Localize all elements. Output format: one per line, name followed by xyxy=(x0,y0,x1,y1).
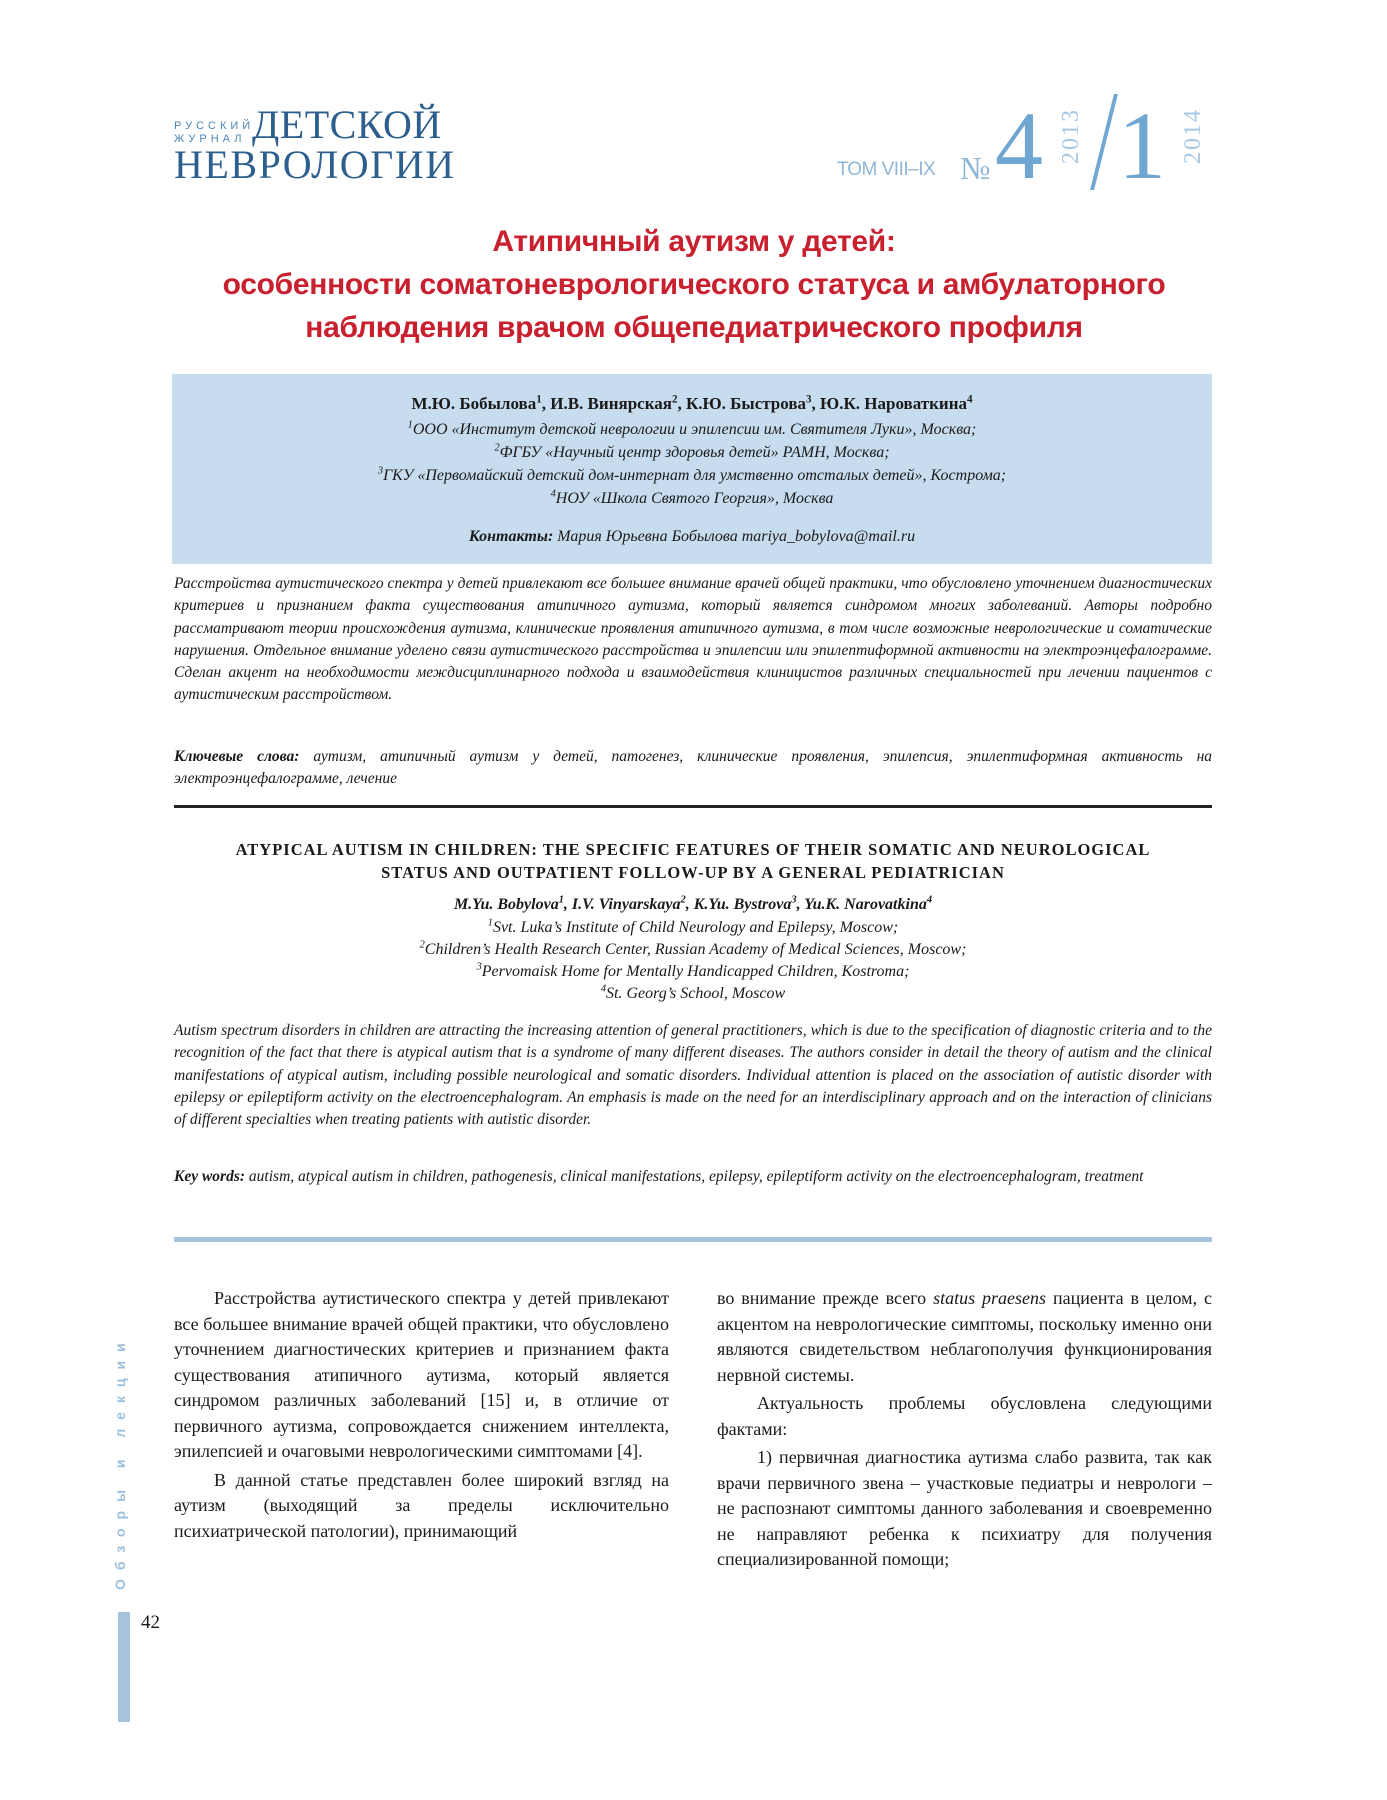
affiliation-en-2: $^2$Children’s Health Research Center, Russian Academy of Medical Sciences, Moscow; xyxy=(419,939,967,958)
contacts: Контакты: Мария Юрьевна Бобылова mariya_bobylova@mail.ru xyxy=(468,528,916,545)
page-number: 42 xyxy=(141,1612,160,1633)
issue-number-1: 4 xyxy=(995,92,1043,199)
body-column-right xyxy=(717,1286,1212,1573)
keywords-en: Key words: autism, atypical autism in children, pathogenesis, clinical manifestations, epilepsy, epileptiform activity on the electroencephalogram, treatment xyxy=(174,1168,1144,1185)
body-paragraph: В данной статье представлен более широкий взгляд на аутизм (выходящий за пределы исключительно психиатрической патологии), принимающий xyxy=(174,1469,669,1541)
article-title-en: ATYPICAL AUTISM IN CHILDREN: THE SPECIFIC FEATURES OF THEIR SOMATIC AND NEUROLOGICAL STATUS AND OUTPATIENT FOLLOW-UP BY A GENERAL PEDIATRICIAN xyxy=(235,840,1151,882)
affiliation-ru-1: $^1$ООО «Институт детской неврологии и эпилепсии им. Святителя Луки», Москва; xyxy=(407,419,977,438)
journal-name-line2: НЕВРОЛОГИИ xyxy=(174,142,456,187)
affiliation-en-1: $^1$Svt. Luka’s Institute of Child Neurology and Epilepsy, Moscow; xyxy=(487,917,899,936)
body-paragraph: Актуальность проблемы обусловлена следующими фактами: xyxy=(717,1393,1212,1439)
issue-year-2: 2014 xyxy=(1180,108,1206,164)
header-bottom-rule xyxy=(174,1237,1212,1242)
abstract-ru: Расстройства аутистического спектра у детей привлекают все большее внимание врачей общей практики, что обусловлено уточнением диагностических критериев и признанием факта существования атипичного аутизма, который является синдромом многих заболеваний. Авторы подробно рассматривают теории происхождения аутизма, клинические проявления атипичного аутизма, в том числе возможные неврологические и соматические нарушения. Отдельное внимание уделено связи аутистического расстройства и эпилепсии или эпилептиформной активности на электроэнцефалограмме. Сделан акцент на необходимости междисциплинарного подхода и взаимодействия клиницистов различных специальностей при лечении пациентов с аутистическим расстройством. xyxy=(174,575,1212,704)
abstract-en: Autism spectrum disorders in children are attracting the increasing attention of general practitioners, which is due to the specification of diagnostic criteria and to the recognition of the fact that there is atypical autism that is a syndrome of many different diseases. The authors consider in detail the theory of autism and the clinical manifestations of atypical autism, including possible neurological and somatic disorders. Individual attention is placed on the association of autistic disorder with epilepsy or epileptiform activity on the electroencephalogram. An emphasis is made on the need for an interdisciplinary approach and on the interaction of clinicians of different specialties when treating patients with autistic disorder. xyxy=(174,1022,1212,1129)
section-divider xyxy=(174,805,1212,808)
affiliation-ru-3: $^3$ГКУ «Первомайский детский дом-интернат для умственно отсталых детей», Кострома; xyxy=(377,465,1007,484)
side-bar-decoration xyxy=(118,1612,130,1722)
affiliation-en-3: $^3$Pervomaisk Home for Mentally Handicapped Children, Kostroma; xyxy=(476,961,910,980)
number-sign: № xyxy=(960,150,991,186)
journal-name-line1: ДЕТСКОЙ xyxy=(252,102,442,147)
body-paragraph: 1) первичная диагностика аутизма слабо развита, так как врачи первичного звена – участковые педиатры и неврологи – не распознают симптомы данного заболевания и своевременно не направляют ребенка к психиатру для получения специализированной помощи; xyxy=(717,1447,1212,1569)
journal-logo-small-text: РУССКИЙ ЖУРНАЛ xyxy=(174,120,255,145)
keywords-ru: Ключевые слова: аутизм, атипичный аутизм у детей, патогенез, клинические проявления, эпилепсия, эпилептиформная активность на электроэнцефалограмме, лечение xyxy=(174,748,1213,788)
issue-slash xyxy=(1090,94,1118,190)
body-paragraph: Расстройства аутистического спектра у детей привлекают все большее внимание врачей общей практики, что обусловлено уточнением диагностических критериев и признанием факта существования атипичного аутизма, который является синдромом различных заболеваний [15] и, в отличие от первичного аутизма, сопровождается снижением интеллекта, эпилепсией и очаговыми неврологическими симптомами [4]. xyxy=(174,1288,669,1461)
issue-year-1: 2013 xyxy=(1058,108,1084,164)
article-title-ru: Атипичный аутизм у детей: особенности соматоневрологического статуса и амбулаторного наблюдения врачом общепедиатрического профиля xyxy=(222,225,1166,344)
body-column-left xyxy=(174,1286,669,1544)
issue-number-2: 1 xyxy=(1118,92,1166,199)
body-paragraph: во внимание прежде всего status praesens пациента в целом, с акцентом на неврологические симптомы, поскольку именно они являются свидетельством неблагополучия функционирования нервной системы. xyxy=(717,1288,1212,1385)
affiliation-ru-4: $^4$НОУ «Школа Святого Георгия», Москва xyxy=(550,488,834,507)
authors-en: M.Yu. Bobylova$^1$, I.V. Vinyarskaya$^2$, K.Yu. Bystrova$^3$, Yu.K. Narovatkina$^4$ xyxy=(453,894,933,913)
affiliation-en-4: $^4$St. Georg’s School, Moscow xyxy=(600,983,786,1002)
authors-ru: М.Ю. Бобылова$^1$, И.В. Винярская$^2$, К.Ю. Быстрова$^3$, Ю.К. Нароваткина$^4$ xyxy=(411,393,973,413)
section-side-label: Обзоры и лекции xyxy=(112,1334,128,1590)
affiliation-ru-2: $^2$ФГБУ «Научный центр здоровья детей» РАМН, Москва; xyxy=(494,442,890,461)
volume-label: ТОМ VIII–IX xyxy=(837,159,936,180)
